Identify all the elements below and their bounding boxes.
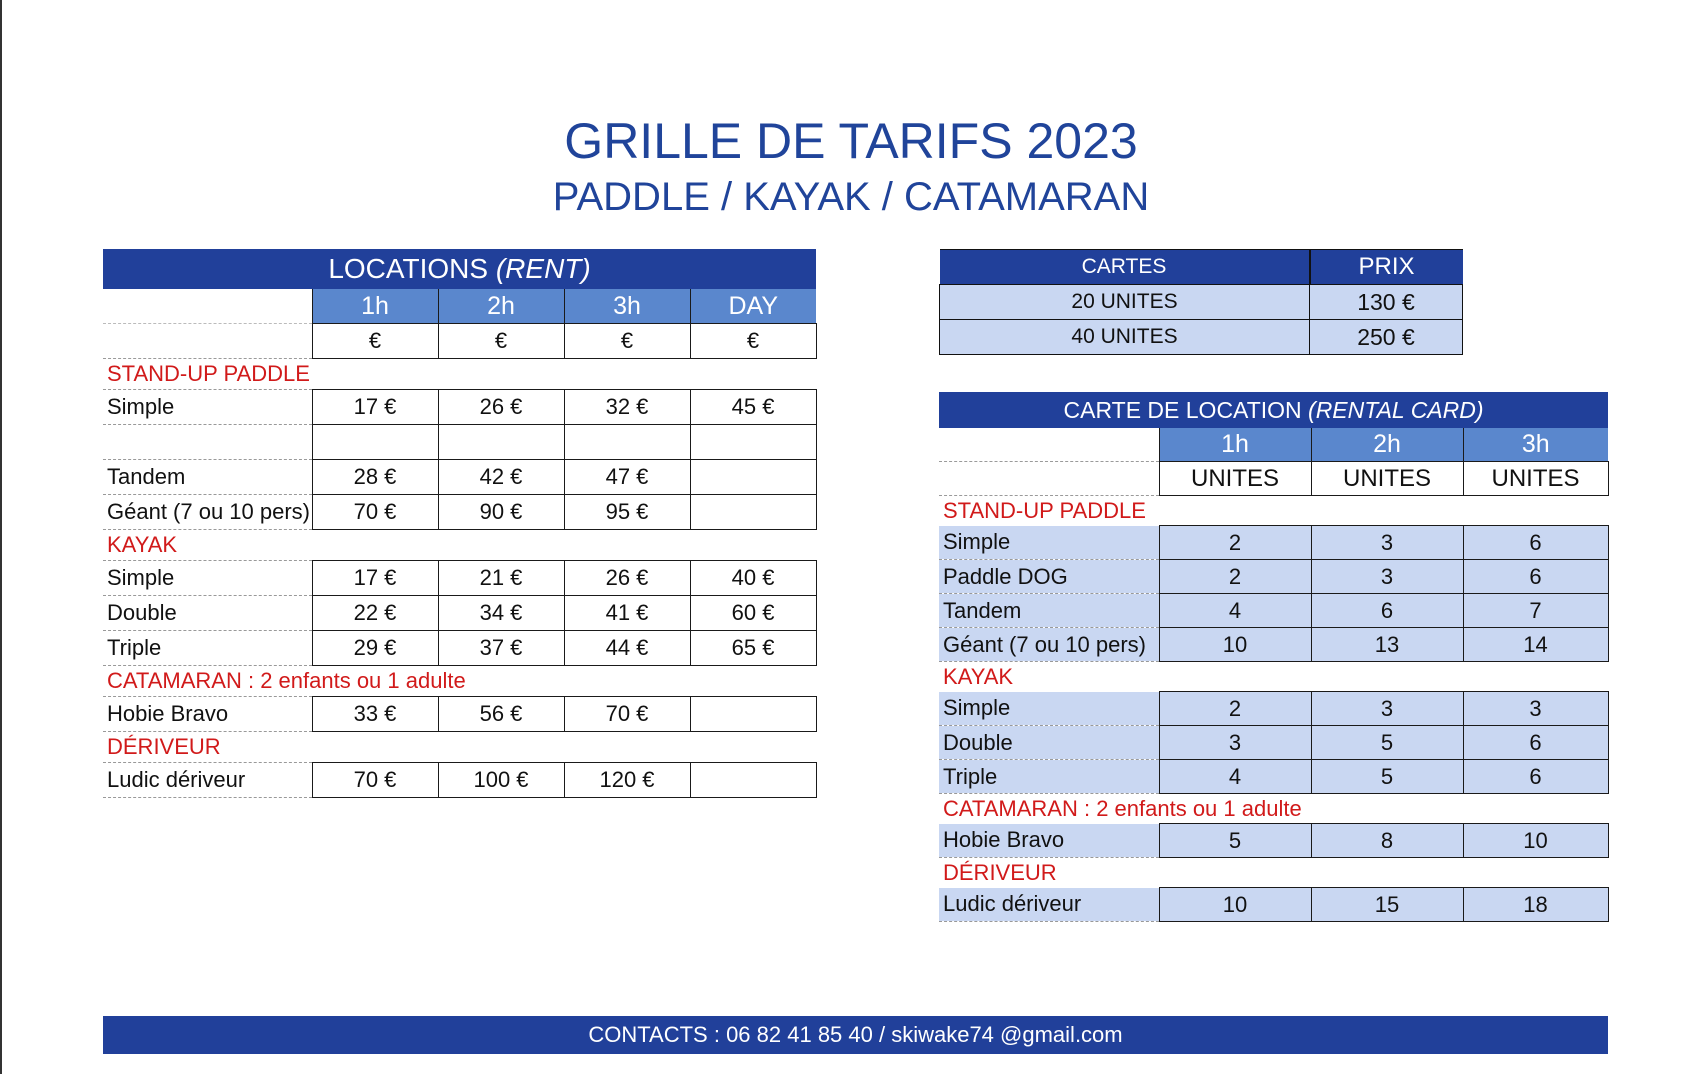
table-row [939,692,1608,726]
rent-table-body [103,359,816,798]
category-label: KAYAK [107,532,178,557]
category-row [103,732,816,763]
price-cell: 65 € [690,631,816,666]
price-cell: 90 € [438,495,564,530]
row-label [103,425,312,460]
cards-row [940,285,1463,320]
price-cell: 42 € [438,460,564,495]
cards-row-price: 130 € [1310,285,1463,320]
price-cell: 56 € [438,697,564,732]
rental-card-col-1h: 1h [1159,428,1311,462]
unit-cell: 10 [1159,888,1311,922]
unit-cell: 3 [1311,692,1463,726]
unit-cell: 18 [1463,888,1608,922]
rental-card-title-english: (RENTAL CARD) [1308,396,1484,423]
category-row [939,858,1608,888]
row-label: Triple [939,760,1159,794]
unit-cell: 13 [1311,628,1463,662]
unit-cell: 2 [1159,692,1311,726]
price-cell: 45 € [690,390,816,425]
table-row [939,526,1608,560]
table-row [103,763,816,798]
price-cell [438,425,564,460]
rent-header-blank [103,289,312,324]
unit-cell: 15 [1311,888,1463,922]
rent-currency-cell: € [312,324,438,359]
price-cell: 29 € [312,631,438,666]
unit-cell: 6 [1463,726,1608,760]
category-label: DÉRIVEUR [943,859,1057,885]
rent-col-day: DAY [690,289,816,324]
price-cell [690,425,816,460]
price-cell: 47 € [564,460,690,495]
table-row [103,495,816,530]
row-label: Triple [103,631,312,666]
rental-card-col-3h: 3h [1463,428,1608,462]
price-cell: 26 € [564,561,690,596]
unit-cell: 6 [1463,560,1608,594]
unit-cell: 3 [1311,560,1463,594]
row-label: Tandem [939,594,1159,628]
rent-col-3h: 3h [564,289,690,324]
price-cell: 34 € [438,596,564,631]
price-cell: 26 € [438,390,564,425]
rent-title-english: (RENT) [495,253,591,284]
price-cell: 70 € [312,763,438,798]
unit-cell: 2 [1159,560,1311,594]
row-label: Paddle DOG [939,560,1159,594]
table-row [103,425,816,460]
unit-cell: 2 [1159,526,1311,560]
row-label: Géant (7 ou 10 pers) [103,495,312,530]
category-label: STAND-UP PADDLE [943,497,1146,523]
cards-header-cartes: CARTES [940,250,1310,285]
price-cell: 95 € [564,495,690,530]
price-cell: 17 € [312,561,438,596]
price-cell [312,425,438,460]
cards-row [940,320,1463,355]
contacts-footer: CONTACTS : 06 82 41 85 40 / skiwake74 @gmail.com [103,1016,1608,1054]
row-label: Simple [939,692,1159,726]
price-cell [690,763,816,798]
price-cell [690,495,816,530]
category-row [939,662,1608,692]
table-row [103,390,816,425]
table-row [939,594,1608,628]
rental-card-header-blank [939,428,1159,462]
unit-cell: 6 [1463,526,1608,560]
price-cell [690,697,816,732]
unit-cell: 4 [1159,594,1311,628]
table-row [939,726,1608,760]
table-row [939,888,1608,922]
price-cell: 70 € [564,697,690,732]
unit-cell: 3 [1311,526,1463,560]
unit-cell: 6 [1311,594,1463,628]
unit-cell: 14 [1463,628,1608,662]
row-label: Géant (7 ou 10 pers) [939,628,1159,662]
rental-card-col-2h: 2h [1311,428,1463,462]
rental-card-title [939,392,1608,428]
row-label: Simple [939,526,1159,560]
cards-row-price: 250 € [1310,320,1463,355]
table-row [103,631,816,666]
price-cell: 41 € [564,596,690,631]
table-row [939,628,1608,662]
rental-card-title-text: CARTE DE LOCATION [1063,396,1302,423]
row-label: Hobie Bravo [939,824,1159,858]
price-cell [564,425,690,460]
table-row [103,596,816,631]
unit-cell: 3 [1463,692,1608,726]
unit-cell: 8 [1311,824,1463,858]
unit-cell: 10 [1463,824,1608,858]
cards-header-prix: PRIX [1310,250,1463,285]
rental-card-table-body [939,496,1608,922]
rental-card-units-label: UNITES [1311,462,1463,496]
cards-row-label: 20 UNITES [940,285,1310,320]
page-subtitle: PADDLE / KAYAK / CATAMARAN [552,175,1150,219]
price-cell: 120 € [564,763,690,798]
page-title: GRILLE DE TARIFS 2023 [564,113,1138,169]
price-cell: 44 € [564,631,690,666]
table-row [103,460,816,495]
rent-currency-blank [103,324,312,359]
unit-cell: 7 [1463,594,1608,628]
rental-card-units-label: UNITES [1463,462,1608,496]
unit-cell: 5 [1159,824,1311,858]
unit-cell: 6 [1463,760,1608,794]
category-label: STAND-UP PADDLE [107,361,310,386]
price-cell: 37 € [438,631,564,666]
rental-card-units-label: UNITES [1159,462,1311,496]
row-label: Double [103,596,312,631]
unit-cell: 5 [1311,726,1463,760]
rent-currency-cell: € [564,324,690,359]
category-row [103,530,816,561]
rent-col-2h: 2h [438,289,564,324]
category-label: DÉRIVEUR [107,734,221,759]
table-row [939,760,1608,794]
category-label: CATAMARAN : 2 enfants ou 1 adulte [943,795,1302,821]
category-row [939,794,1608,824]
unit-cell: 5 [1311,760,1463,794]
unit-cell: 3 [1159,726,1311,760]
row-label: Tandem [103,460,312,495]
price-cell: 22 € [312,596,438,631]
category-row [939,496,1608,526]
category-label: KAYAK [943,663,1014,689]
table-row [103,697,816,732]
rental-card-table [939,392,1609,922]
price-cell: 70 € [312,495,438,530]
price-cell: 28 € [312,460,438,495]
rent-currency-cell: € [438,324,564,359]
price-cell: 17 € [312,390,438,425]
row-label: Ludic dériveur [103,763,312,798]
price-cell: 33 € [312,697,438,732]
row-label: Simple [103,390,312,425]
unit-cell: 4 [1159,760,1311,794]
price-cell: 100 € [438,763,564,798]
rent-title-text: LOCATIONS [328,253,489,284]
row-label: Double [939,726,1159,760]
category-row [103,666,816,697]
cards-price-table [939,249,1463,355]
table-row [939,824,1608,858]
rental-card-units-blank [939,462,1159,496]
rent-price-table [103,249,817,798]
row-label: Simple [103,561,312,596]
category-label: CATAMARAN : 2 enfants ou 1 adulte [107,668,466,693]
rent-col-1h: 1h [312,289,438,324]
price-cell: 21 € [438,561,564,596]
price-cell [690,460,816,495]
category-row [103,359,816,390]
row-label: Hobie Bravo [103,697,312,732]
price-cell: 40 € [690,561,816,596]
row-label: Ludic dériveur [939,888,1159,922]
rent-currency-cell: € [690,324,816,359]
table-row [939,560,1608,594]
price-cell: 60 € [690,596,816,631]
cards-row-label: 40 UNITES [940,320,1310,355]
table-row [103,561,816,596]
unit-cell: 10 [1159,628,1311,662]
price-cell: 32 € [564,390,690,425]
rent-table-title [103,249,816,289]
